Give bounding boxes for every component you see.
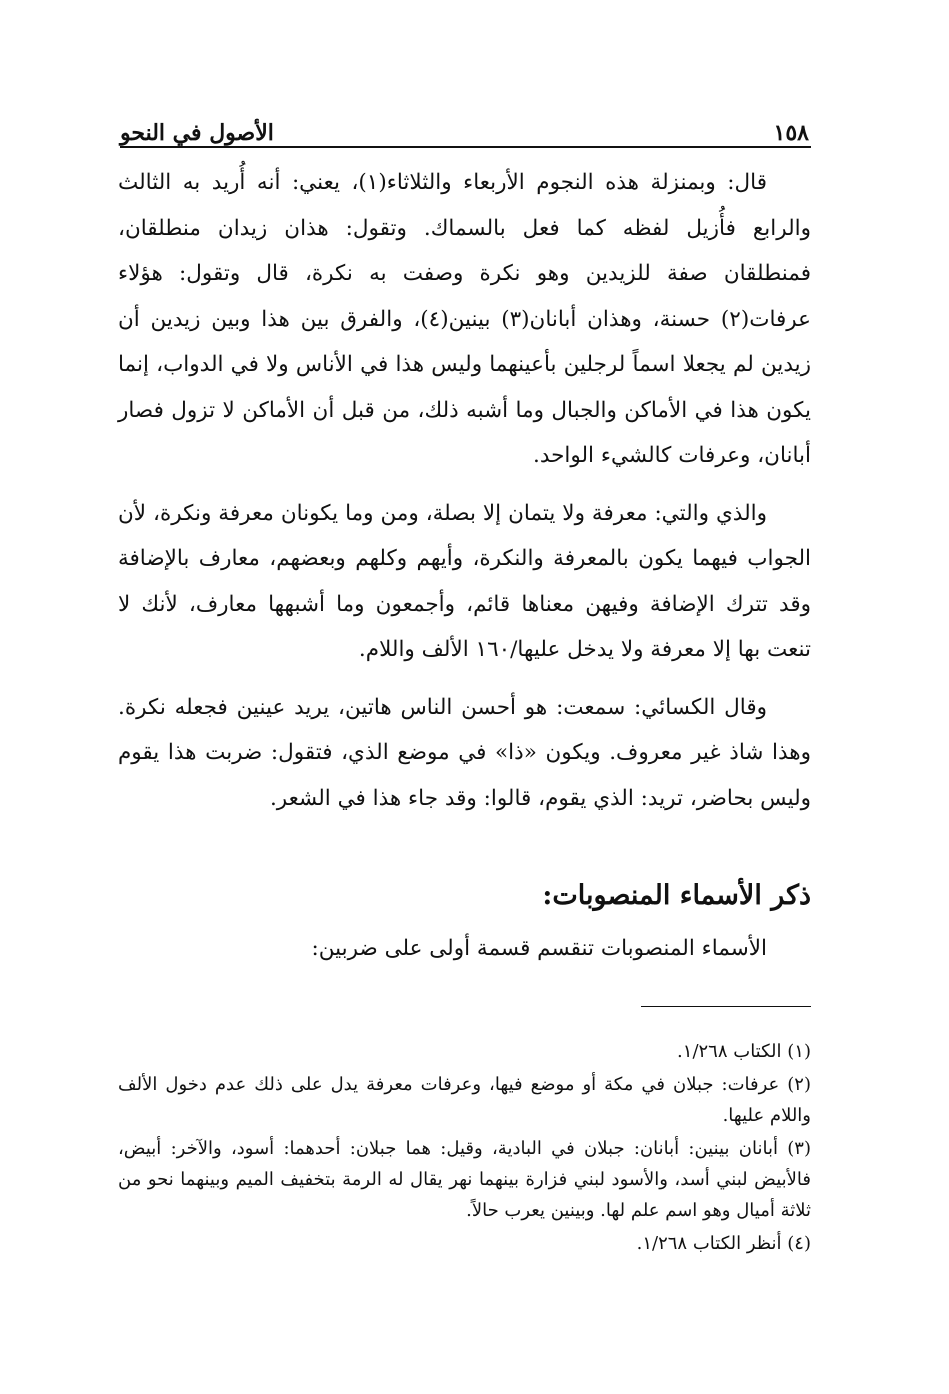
- footnote-4: (٤) أنظر الكتاب ١/٢٦٨.: [636, 1233, 811, 1254]
- paragraph-1: قال: وبمنزلة هذه النجوم الأربعاء والثلاثاء(١)، يعني: أنه أُريد به الثالث والرابع فأُزيل لفظه كما فعل بالسماك. وتقول: هذان زيدان منطلقان، فمنطلقان صفة للزيدين وهو نكرة وصفت به نكرة، قال وتقول: هؤلاء عرفات(٢) حسنة، وهذان أبانان(٣) بينين(٤)، والفرق بين هذا وبين زيدين أن زيدين لم يجعلا اسماً لرجلين بأعينهما وليس هذا في الأناس ولا في الدواب، إنما يكون هذا في الأماكن والجبال وما أشبه ذلك، من قبل أن الأماكن لا تزول فصار أبانان، وعرفات كالشيء الواحد.: [118, 170, 811, 468]
- footnote-3: (٣) أبانان بينين: أبانان: جبلان في البادية، وقيل: هما جبلان: أحدهما: أسود، والآخر: أبيض، فالأبيض لبني أسد، والأسود لبني فزارة بينهما نهر يقال له الرمة بتخفيف الميم وبينهما نحو من ثلاثة أميال وهو اسم علم لها. وبينين يعرب حالاً.: [118, 1138, 811, 1221]
- paragraph-3: وقال الكسائي: سمعت: هو أحسن الناس هاتين، يريد عينين فجعله نكرة. وهذا شاذ غير معروف. ويكون «ذا» في موضع الذي، فتقول: ضربت هذا يقوم وليس بحاضر، تريد: الذي يقوم، قالوا: وقد جاء هذا في الشعر.: [118, 694, 811, 811]
- footnote-separator: [641, 1006, 811, 1007]
- page-header: [120, 112, 809, 146]
- main-text: [118, 160, 811, 833]
- footnote-1: (١) الكتاب ١/٢٦٨.: [677, 1041, 811, 1062]
- header-rule: [120, 146, 811, 148]
- footnote-2: (٢) عرفات: جبلان في مكة أو موضع فيها، وعرفات معرفة يدل على ذلك عدم دخول الألف واللام عليها.: [118, 1074, 811, 1126]
- running-title: الأصول في النحو: [120, 120, 274, 146]
- page-number: ١٥٨: [773, 120, 809, 146]
- section-heading: ذكر الأسماء المنصوبات:: [542, 880, 811, 911]
- section-intro: الأسماء المنصوبات تنقسم قسمة أولى على ضربين:: [311, 936, 767, 961]
- paragraph-2: والذي والتي: معرفة ولا يتمان إلا بصلة، ومن وما يكونان معرفة ونكرة، لأن الجواب فيهما يكون بالمعرفة والنكرة، وأيهم وكلهم وبعضهم، معارف بالإضافة وقد تترك الإضافة وفيهن معناها قائم، وأجمعون وما أشبهها معارف، لأنك لا تنعت بها إلا معرفة ولا يدخل عليها/١٦٠ الألف واللام.: [118, 500, 811, 662]
- footnotes: [118, 1036, 811, 1261]
